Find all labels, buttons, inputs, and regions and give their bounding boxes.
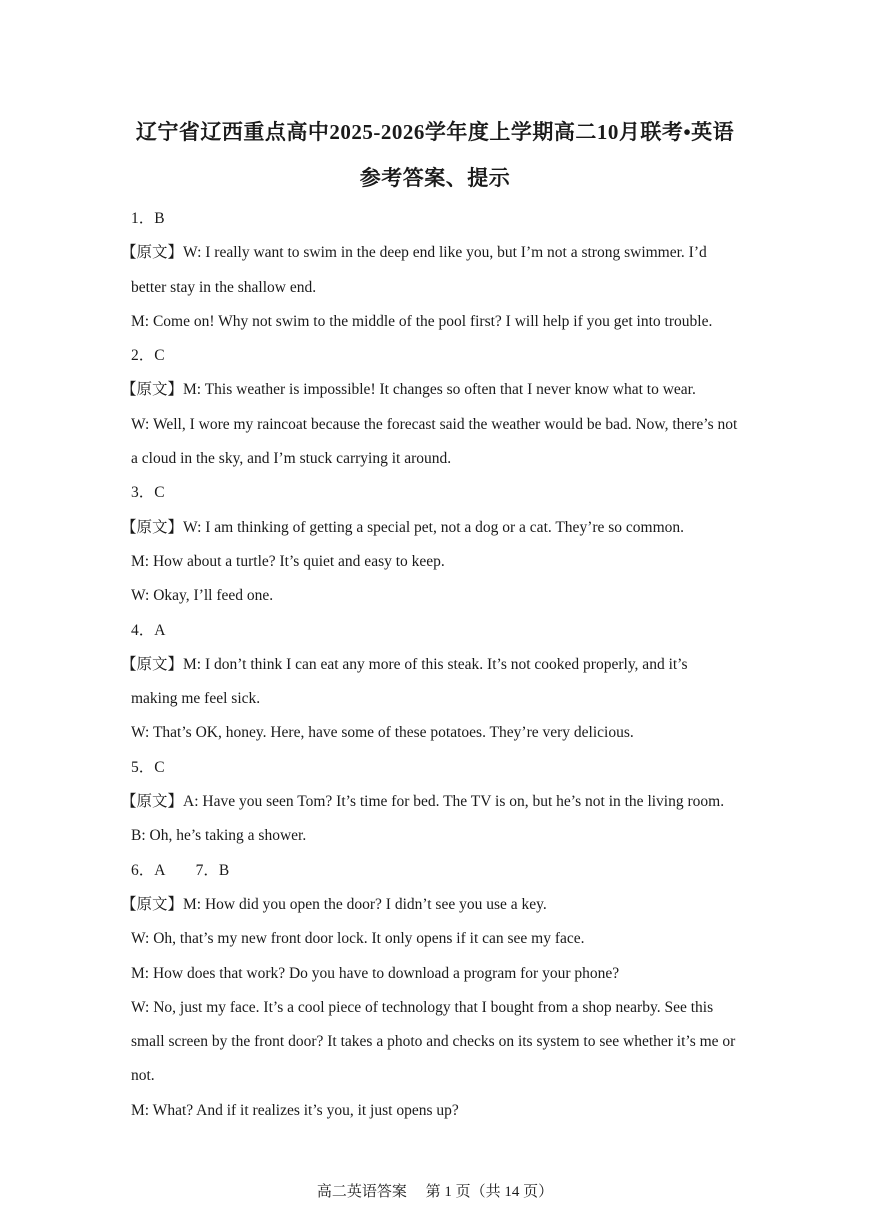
answer-key: 6．A 7．B <box>131 861 230 879</box>
transcript-text: a cloud in the sky, and I’m stuck carrying it around. <box>131 450 452 468</box>
transcript-text: W: That’s OK, honey. Here, have some of these potatoes. They’re very delicious. <box>131 724 634 742</box>
transcript-line <box>121 648 739 682</box>
transcript-text: M: How does that work? Do you have to download a program for your phone? <box>131 964 620 982</box>
transcript-text: M: I don’t think I can eat any more of this steak. It’s not cooked properly, and it’s <box>183 655 688 673</box>
transcript-tag: 【原文】 <box>121 381 184 399</box>
transcript-line <box>131 442 739 476</box>
transcript-text: W: Okay, I’ll feed one. <box>131 587 274 605</box>
transcript-text: better stay in the shallow end. <box>131 278 317 296</box>
document-subtitle: 参考答案、提示 <box>359 166 511 190</box>
transcript-line <box>121 236 739 270</box>
transcript-line <box>131 991 739 1025</box>
transcript-text: B: Oh, he’s taking a shower. <box>131 827 307 845</box>
transcript-tag: 【原文】 <box>121 244 184 262</box>
transcript-line <box>131 819 739 853</box>
transcript-text: W: Oh, that’s my new front door lock. It only opens if it can see my face. <box>131 930 585 948</box>
transcript-line <box>131 408 739 442</box>
transcript-line <box>121 785 739 819</box>
transcript-text: M: This weather is impossible! It changes so often that I never know what to wear. <box>183 381 696 399</box>
transcript-text: M: What? And if it realizes it’s you, it just opens up? <box>131 1101 459 1119</box>
transcript-line <box>131 579 739 613</box>
transcript-line <box>131 545 739 579</box>
transcript-line <box>131 1094 739 1128</box>
transcript-text: not. <box>131 1067 155 1085</box>
answer-key: 2．C <box>131 347 165 365</box>
answer-key: 1．B <box>131 210 165 227</box>
transcript-text: W: I am thinking of getting a special pet, not a dog or a cat. They’re so common. <box>183 518 685 536</box>
transcript-text: W: Well, I wore my raincoat because the forecast said the weather would be bad. Now, there’s not <box>131 415 738 433</box>
transcript-line <box>131 1025 739 1059</box>
transcript-text: making me feel sick. <box>131 690 261 708</box>
transcript-line <box>121 888 739 922</box>
transcript-text: M: How about a turtle? It’s quiet and easy to keep. <box>131 552 445 570</box>
transcript-tag: 【原文】 <box>121 895 184 913</box>
answer-key: 5．C <box>131 758 165 776</box>
transcript-tag: 【原文】 <box>121 793 184 811</box>
transcript-text: W: No, just my face. It’s a cool piece of technology that I bought from a shop nearby. See this <box>131 998 714 1016</box>
transcript-line <box>121 511 739 545</box>
transcript-line <box>131 922 739 956</box>
transcript-text: M: How did you open the door? I didn’t see you use a key. <box>183 895 547 913</box>
transcript-line <box>131 1059 739 1093</box>
answer-key: 4．A <box>131 621 166 639</box>
transcript-text: A: Have you seen Tom? It’s time for bed. The TV is on, but he’s not in the living room. <box>183 793 725 811</box>
transcript-text: small screen by the front door? It takes a photo and checks on its system to see whether it’s me or <box>131 1033 736 1051</box>
transcript-line <box>131 271 739 305</box>
transcript-text: W: I really want to swim in the deep end like you, but I’m not a strong swimmer. I’d <box>183 244 707 262</box>
transcript-tag: 【原文】 <box>121 518 184 536</box>
page-footer: 高二英语答案 第 1 页（共 14 页） <box>316 1184 554 1200</box>
document-title: 辽宁省辽西重点高中2025-2026学年度上学期高二10月联考•英语 <box>135 120 735 144</box>
transcript-line <box>131 957 739 991</box>
answer-content <box>121 202 739 1128</box>
transcript-line <box>121 373 739 407</box>
transcript-text: M: Come on! Why not swim to the middle of the pool first? I will help if you get into trouble. <box>131 312 713 330</box>
transcript-line <box>131 682 739 716</box>
answer-key: 3．C <box>131 484 165 502</box>
transcript-line <box>131 716 739 750</box>
transcript-tag: 【原文】 <box>121 655 184 673</box>
transcript-line <box>131 305 739 339</box>
